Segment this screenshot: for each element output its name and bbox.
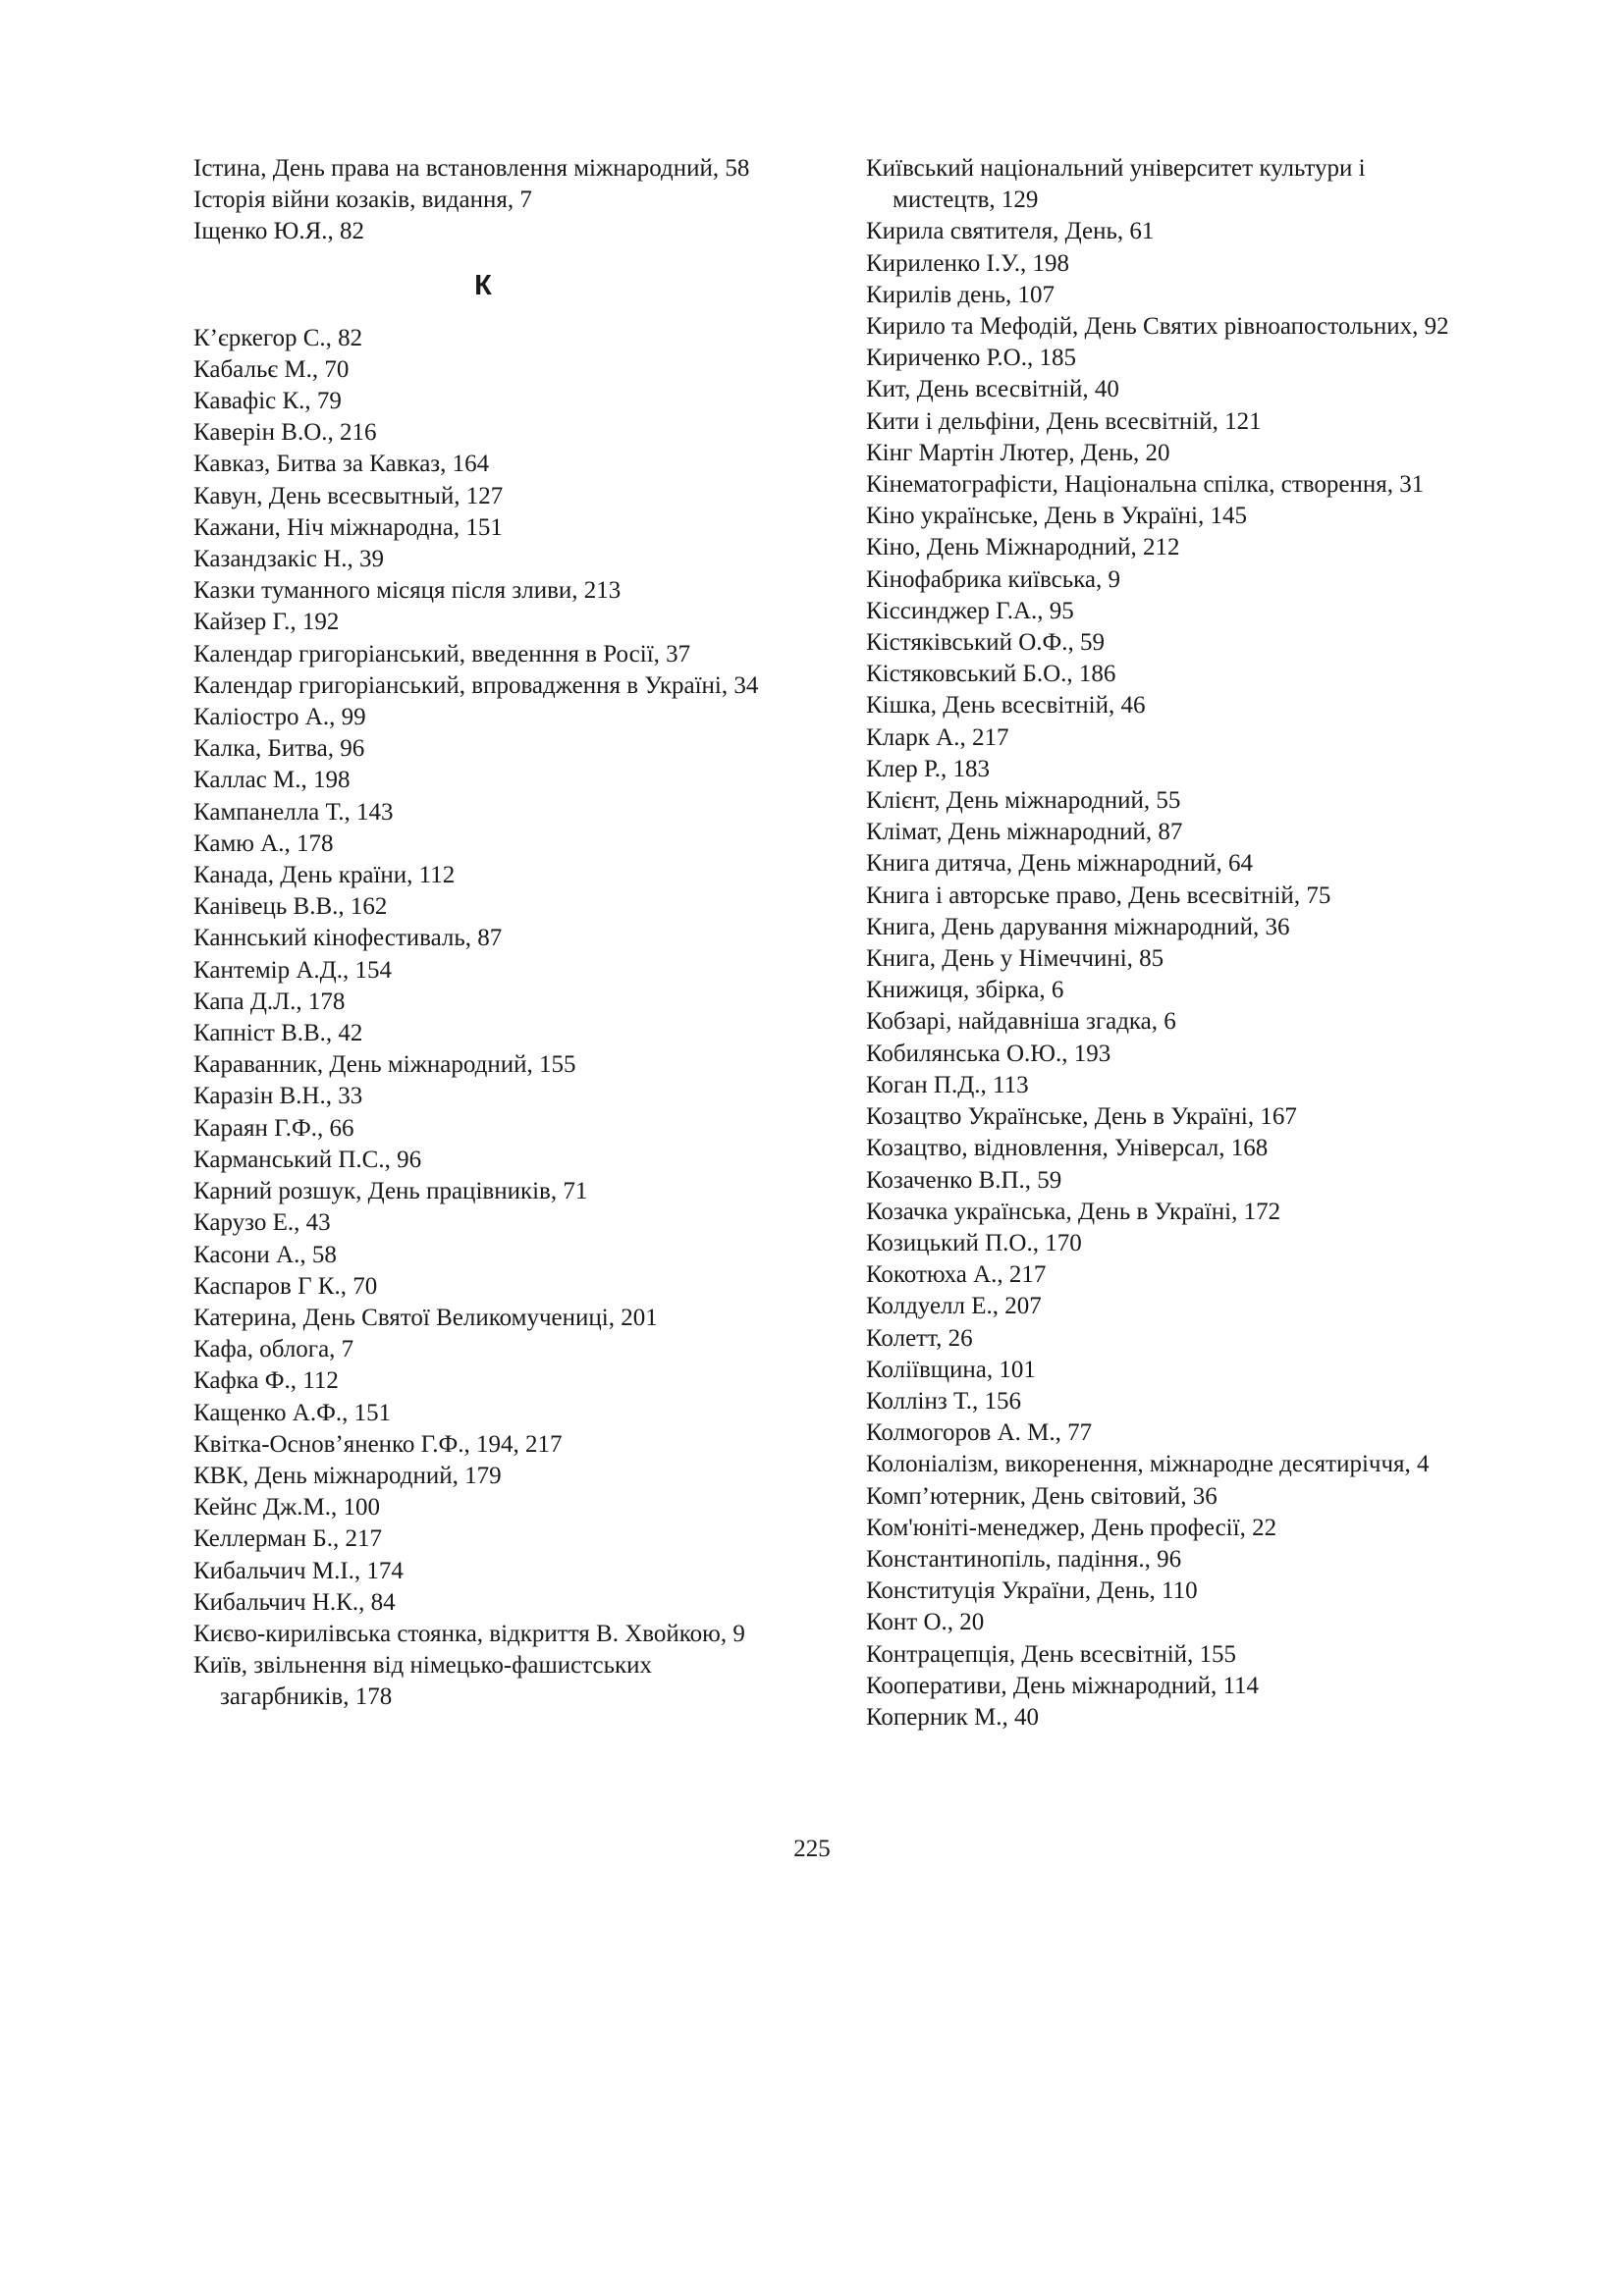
index-entry: Колоніалізм, викоренення, міжнародне десятиріччя, 4 <box>866 1451 1430 1478</box>
index-entry: Кит, День всесвітній, 40 <box>866 376 1119 403</box>
index-entry: Кейнс Дж.М., 100 <box>193 1494 380 1522</box>
index-entry: Караванник, День міжнародний, 155 <box>193 1051 576 1079</box>
index-entry: Кантемір А.Д., 154 <box>193 956 392 984</box>
left-index-column <box>193 153 773 1714</box>
index-entry: Козацтво, відновлення, Універсал, 168 <box>866 1135 1269 1162</box>
index-entry: Ком'юніті-менеджер, День професії, 22 <box>866 1514 1277 1541</box>
index-entry: Казки туманного місяця після зливи, 213 <box>193 577 622 605</box>
index-entry: Кирило та Мефодій, День Святих рівноапостольних, 92 <box>866 313 1449 341</box>
index-entry: Кибальчич М.І., 174 <box>193 1557 404 1584</box>
index-entry: Кайзер Г., 192 <box>193 609 340 636</box>
index-entry: Канівець В.В., 162 <box>193 893 388 921</box>
index-entry: Козацтво Українське, День в Україні, 167 <box>866 1103 1297 1131</box>
index-entry: Кажани, Ніч міжнародна, 151 <box>193 513 503 541</box>
index-entry: Кириченко Р.О., 185 <box>866 345 1076 372</box>
index-entry: Кішка, День всесвітній, 46 <box>866 692 1146 720</box>
section-letter-heading: К <box>474 269 492 301</box>
index-entry: Книга і авторське право, День всесвітній, 75 <box>866 881 1331 909</box>
index-entry: Конт О., 20 <box>866 1609 985 1636</box>
index-entry: Кириленко І.У., 198 <box>866 249 1069 277</box>
index-entry: Календар григоріанський, впровадження в Україні, 34 <box>193 671 759 699</box>
index-entry: Кістяковський Б.О., 186 <box>866 661 1116 688</box>
index-entry: Каспаров Г К., 70 <box>193 1272 378 1300</box>
index-entry: Книга дитяча, День міжнародний, 64 <box>866 850 1254 878</box>
index-entry: Коперник М., 40 <box>866 1703 1040 1731</box>
index-entry: Комп’ютерник, День світовий, 36 <box>866 1482 1218 1510</box>
index-entry: Кінофабрика київська, 9 <box>866 565 1120 593</box>
index-entry: Кавказ, Битва за Кавказ, 164 <box>193 451 490 478</box>
index-entry: Конституція України, День, 110 <box>866 1577 1198 1605</box>
index-entry: Іщенко Ю.Я., 82 <box>193 218 365 245</box>
right-entries <box>866 153 1455 1734</box>
index-entry: Козицький П.О., 170 <box>866 1229 1082 1256</box>
index-entry: Козаченко В.П., 59 <box>866 1166 1062 1194</box>
index-entry: Каліостро А., 99 <box>193 704 366 731</box>
index-entry: К’єркегор С., 82 <box>193 324 363 351</box>
index-entry: Келлерман Б., 217 <box>193 1525 382 1553</box>
index-entry: Каллас М., 198 <box>193 767 351 794</box>
index-entry: Квітка-Основ’яненко Г.Ф., 194, 217 <box>193 1430 563 1458</box>
index-entry: Касони А., 58 <box>193 1241 337 1268</box>
index-entry: Колмогоров А. М., 77 <box>866 1419 1093 1447</box>
index-entry: Канада, День країни, 112 <box>193 862 456 889</box>
index-entry: Камю А., 178 <box>193 829 334 857</box>
index-entry: Кобилянська О.Ю., 193 <box>866 1040 1111 1067</box>
index-entry: Кабальє М., 70 <box>193 355 350 383</box>
left-entries-after-heading <box>193 323 773 1714</box>
index-entry: Колдуелл Е., 207 <box>866 1293 1042 1320</box>
index-entry: Клімат, День міжнародний, 87 <box>866 819 1183 846</box>
index-entry: Контрацепція, День всесвітній, 155 <box>866 1640 1237 1668</box>
index-entry: Кіно українське, День в Україні, 145 <box>866 503 1247 530</box>
index-entry: Кіссинджер Г.А., 95 <box>866 597 1074 624</box>
index-entry: Кафа, облога, 7 <box>193 1336 354 1363</box>
index-entry: Кларк А., 217 <box>866 723 1009 751</box>
index-entry: Кавун, День всесвытный, 127 <box>193 482 504 509</box>
index-entry: Києво-кирилівська стоянка, відкриття В. Хвойкою, 9 <box>193 1620 745 1647</box>
index-entry: Клер Р., 183 <box>866 755 991 782</box>
index-entry: Кафка Ф., 112 <box>193 1367 339 1395</box>
index-entry: Кавафіс К., 79 <box>193 388 342 415</box>
index-entry: Каразін В.Н., 33 <box>193 1083 363 1110</box>
index-entry: Книга, День дарування міжнародний, 36 <box>866 913 1290 940</box>
index-entry: Історія війни козаків, видання, 7 <box>193 187 532 214</box>
index-entry: Кокотюха А., 217 <box>866 1261 1047 1289</box>
index-entry: Книжиця, збірка, 6 <box>866 977 1064 1004</box>
index-entry: Київський національний університет культури і мистецтв, 129 <box>866 155 1366 214</box>
index-entry: Кампанелла Т., 143 <box>193 798 394 826</box>
index-entry: Караян Г.Ф., 66 <box>193 1114 354 1142</box>
index-entry: Клієнт, День міжнародний, 55 <box>866 787 1181 815</box>
index-entry: Капа Д.Л., 178 <box>193 988 346 1015</box>
index-entry: Кирила святителя, День, 61 <box>866 218 1155 245</box>
index-entry: КВК, День міжнародний, 179 <box>193 1462 502 1489</box>
index-entry: Казандзакіс Н., 39 <box>193 546 385 573</box>
index-entry: Кащенко А.Ф., 151 <box>193 1399 392 1426</box>
index-entry: Коган П.Д., 113 <box>866 1071 1029 1098</box>
index-entry: Кінематографісти, Національна спілка, створення, 31 <box>866 471 1425 499</box>
index-entry: Книга, День у Німеччині, 85 <box>866 945 1164 973</box>
index-entry: Київ, звільнення від німецько-фашистських загарбників, 178 <box>193 1652 653 1711</box>
left-entries-before-heading <box>193 153 773 248</box>
index-entry: Козачка українська, День в Україні, 172 <box>866 1198 1281 1225</box>
index-entry: Кобзарі, найдавніша згадка, 6 <box>866 1008 1176 1036</box>
page-number: 225 <box>793 1836 831 1862</box>
index-entry: Константинопіль, падіння., 96 <box>866 1545 1182 1573</box>
index-entry: Кінг Мартін Лютер, День, 20 <box>866 439 1170 466</box>
index-entry: Кирилів день, 107 <box>866 281 1056 308</box>
index-entry: Каннський кінофестиваль, 87 <box>193 925 503 952</box>
index-entry: Кибальчич Н.К., 84 <box>193 1588 396 1616</box>
index-entry: Капніст В.В., 42 <box>193 1020 363 1047</box>
index-entry: Коллінз Т., 156 <box>866 1387 1022 1415</box>
index-entry: Календар григоріанський, введенння в Росії, 37 <box>193 640 691 667</box>
index-entry: Калка, Битва, 96 <box>193 735 365 763</box>
index-entry: Кити і дельфіни, День всесвітній, 121 <box>866 407 1262 435</box>
index-entry: Коліївщина, 101 <box>866 1356 1036 1383</box>
index-entry: Кооперативи, День міжнародний, 114 <box>866 1672 1260 1699</box>
index-entry: Карний розшук, День працівників, 71 <box>193 1178 588 1205</box>
index-entry: Кістяківський О.Ф., 59 <box>866 629 1106 657</box>
index-entry: Істина, День права на встановлення міжнародний, 58 <box>193 155 750 182</box>
index-entry: Карузо Е., 43 <box>193 1209 331 1237</box>
right-index-column <box>866 153 1455 1734</box>
index-entry: Колетт, 26 <box>866 1324 973 1352</box>
index-entry: Кіно, День Міжнародний, 212 <box>866 534 1180 561</box>
index-entry: Карманський П.С., 96 <box>193 1146 422 1173</box>
index-entry: Катерина, День Святої Великомучениці, 201 <box>193 1304 658 1331</box>
index-entry: Каверін В.О., 216 <box>193 419 377 447</box>
